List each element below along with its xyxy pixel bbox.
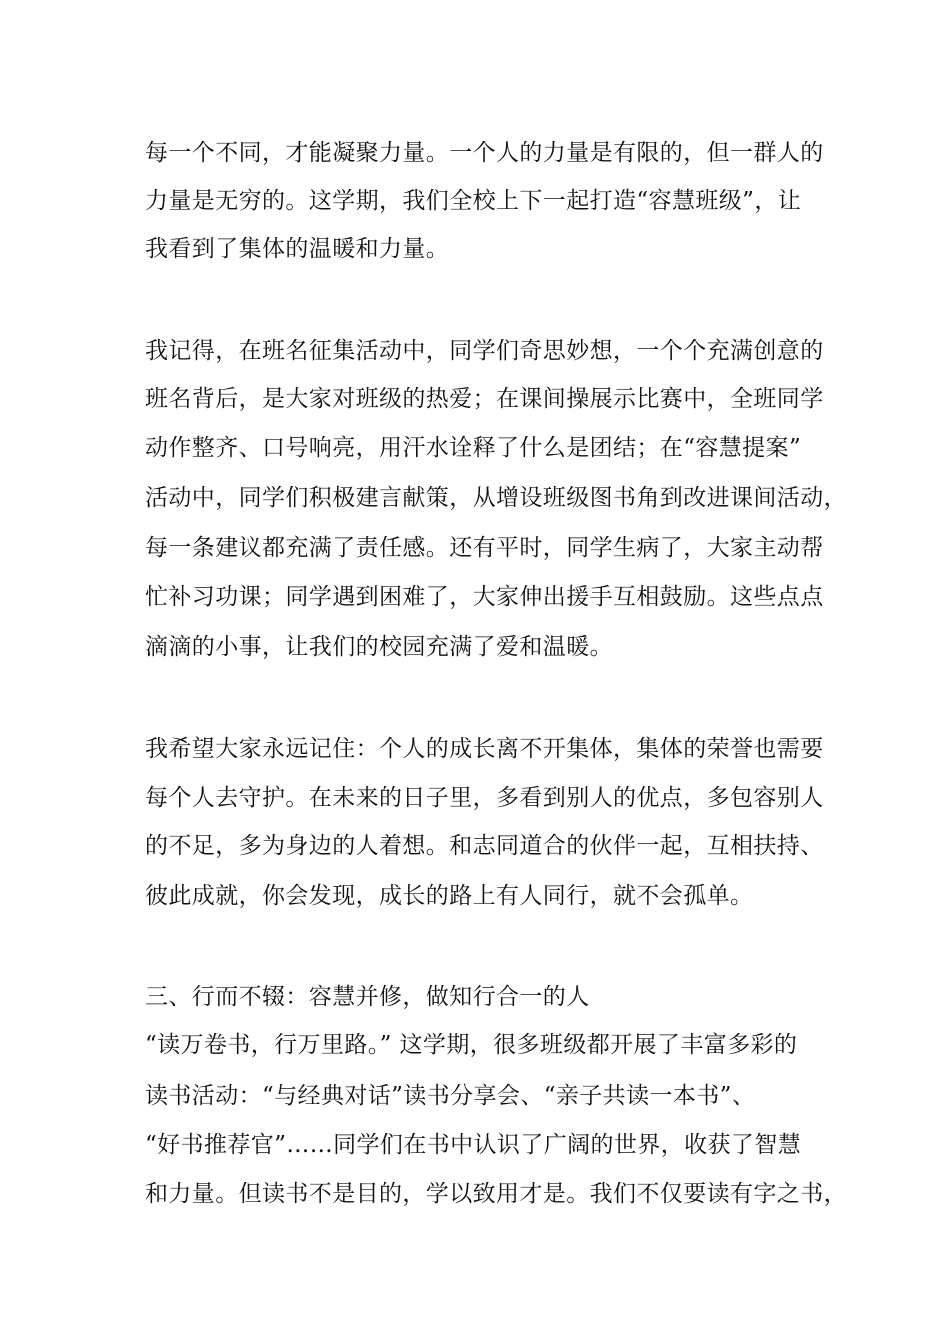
paragraph-2-line-6: 忙补习功课；同学遇到困难了，大家伸出援手互相鼓励。这些点点 [145, 584, 824, 610]
paragraph-3-line-1: 我希望大家永远记住：个人的成长离不开集体，集体的荣誉也需要 [145, 736, 824, 762]
paragraph-2-line-3: 动作整齐、口号响亮，用汗水诠释了什么是团结；在“容慧提案” [145, 435, 802, 461]
paragraph-2-line-2: 班名背后，是大家对班级的热爱；在课间操展示比赛中，全班同学 [145, 386, 824, 412]
section-heading: 三、行而不辍：容慧并修，做知行合一的人 [145, 984, 590, 1010]
paragraph-2-line-1: 我记得，在班名征集活动中，同学们奇思妙想，一个个充满创意的 [145, 338, 824, 364]
paragraph-3-line-2: 每个人去守护。在未来的日子里，多看到别人的优点，多包容别人 [145, 785, 824, 811]
paragraph-4-line-4: 和力量。但读书不是目的，学以致用才是。我们不仅要读有字之书， [145, 1181, 847, 1207]
paragraph-4-line-3: “好书推荐官”……同学们在书中认识了广阔的世界，收获了智慧 [145, 1132, 802, 1158]
paragraph-3-line-4: 彼此成就，你会发现，成长的路上有人同行，就不会孤单。 [145, 883, 754, 909]
paragraph-3-line-3: 的不足，多为身边的人着想。和志同道合的伙伴一起，互相扶持、 [145, 833, 824, 859]
paragraph-2-line-4: 活动中，同学们积极建言献策，从增设班级图书角到改进课间活动， [145, 485, 847, 511]
paragraph-1-line-2: 力量是无穷的。这学期，我们全校上下一起打造“容慧班级”，让 [145, 188, 802, 214]
paragraph-4-line-1: “读万卷书，行万里路。” 这学期，很多班级都开展了丰富多彩的 [145, 1032, 798, 1058]
paragraph-1-line-1: 每一个不同，才能凝聚力量。一个人的力量是有限的，但一群人的 [145, 140, 824, 166]
paragraph-1-line-3: 我看到了集体的温暖和力量。 [145, 236, 450, 262]
paragraph-2-line-5: 每一条建议都充满了责任感。还有平时，同学生病了，大家主动帮 [145, 535, 824, 561]
paragraph-4-line-2: 读书活动：“与经典对话”读书分享会、“亲子共读一本书”、 [145, 1083, 756, 1109]
paragraph-2-line-7: 滴滴的小事，让我们的校园充满了爱和温暖。 [145, 634, 613, 660]
